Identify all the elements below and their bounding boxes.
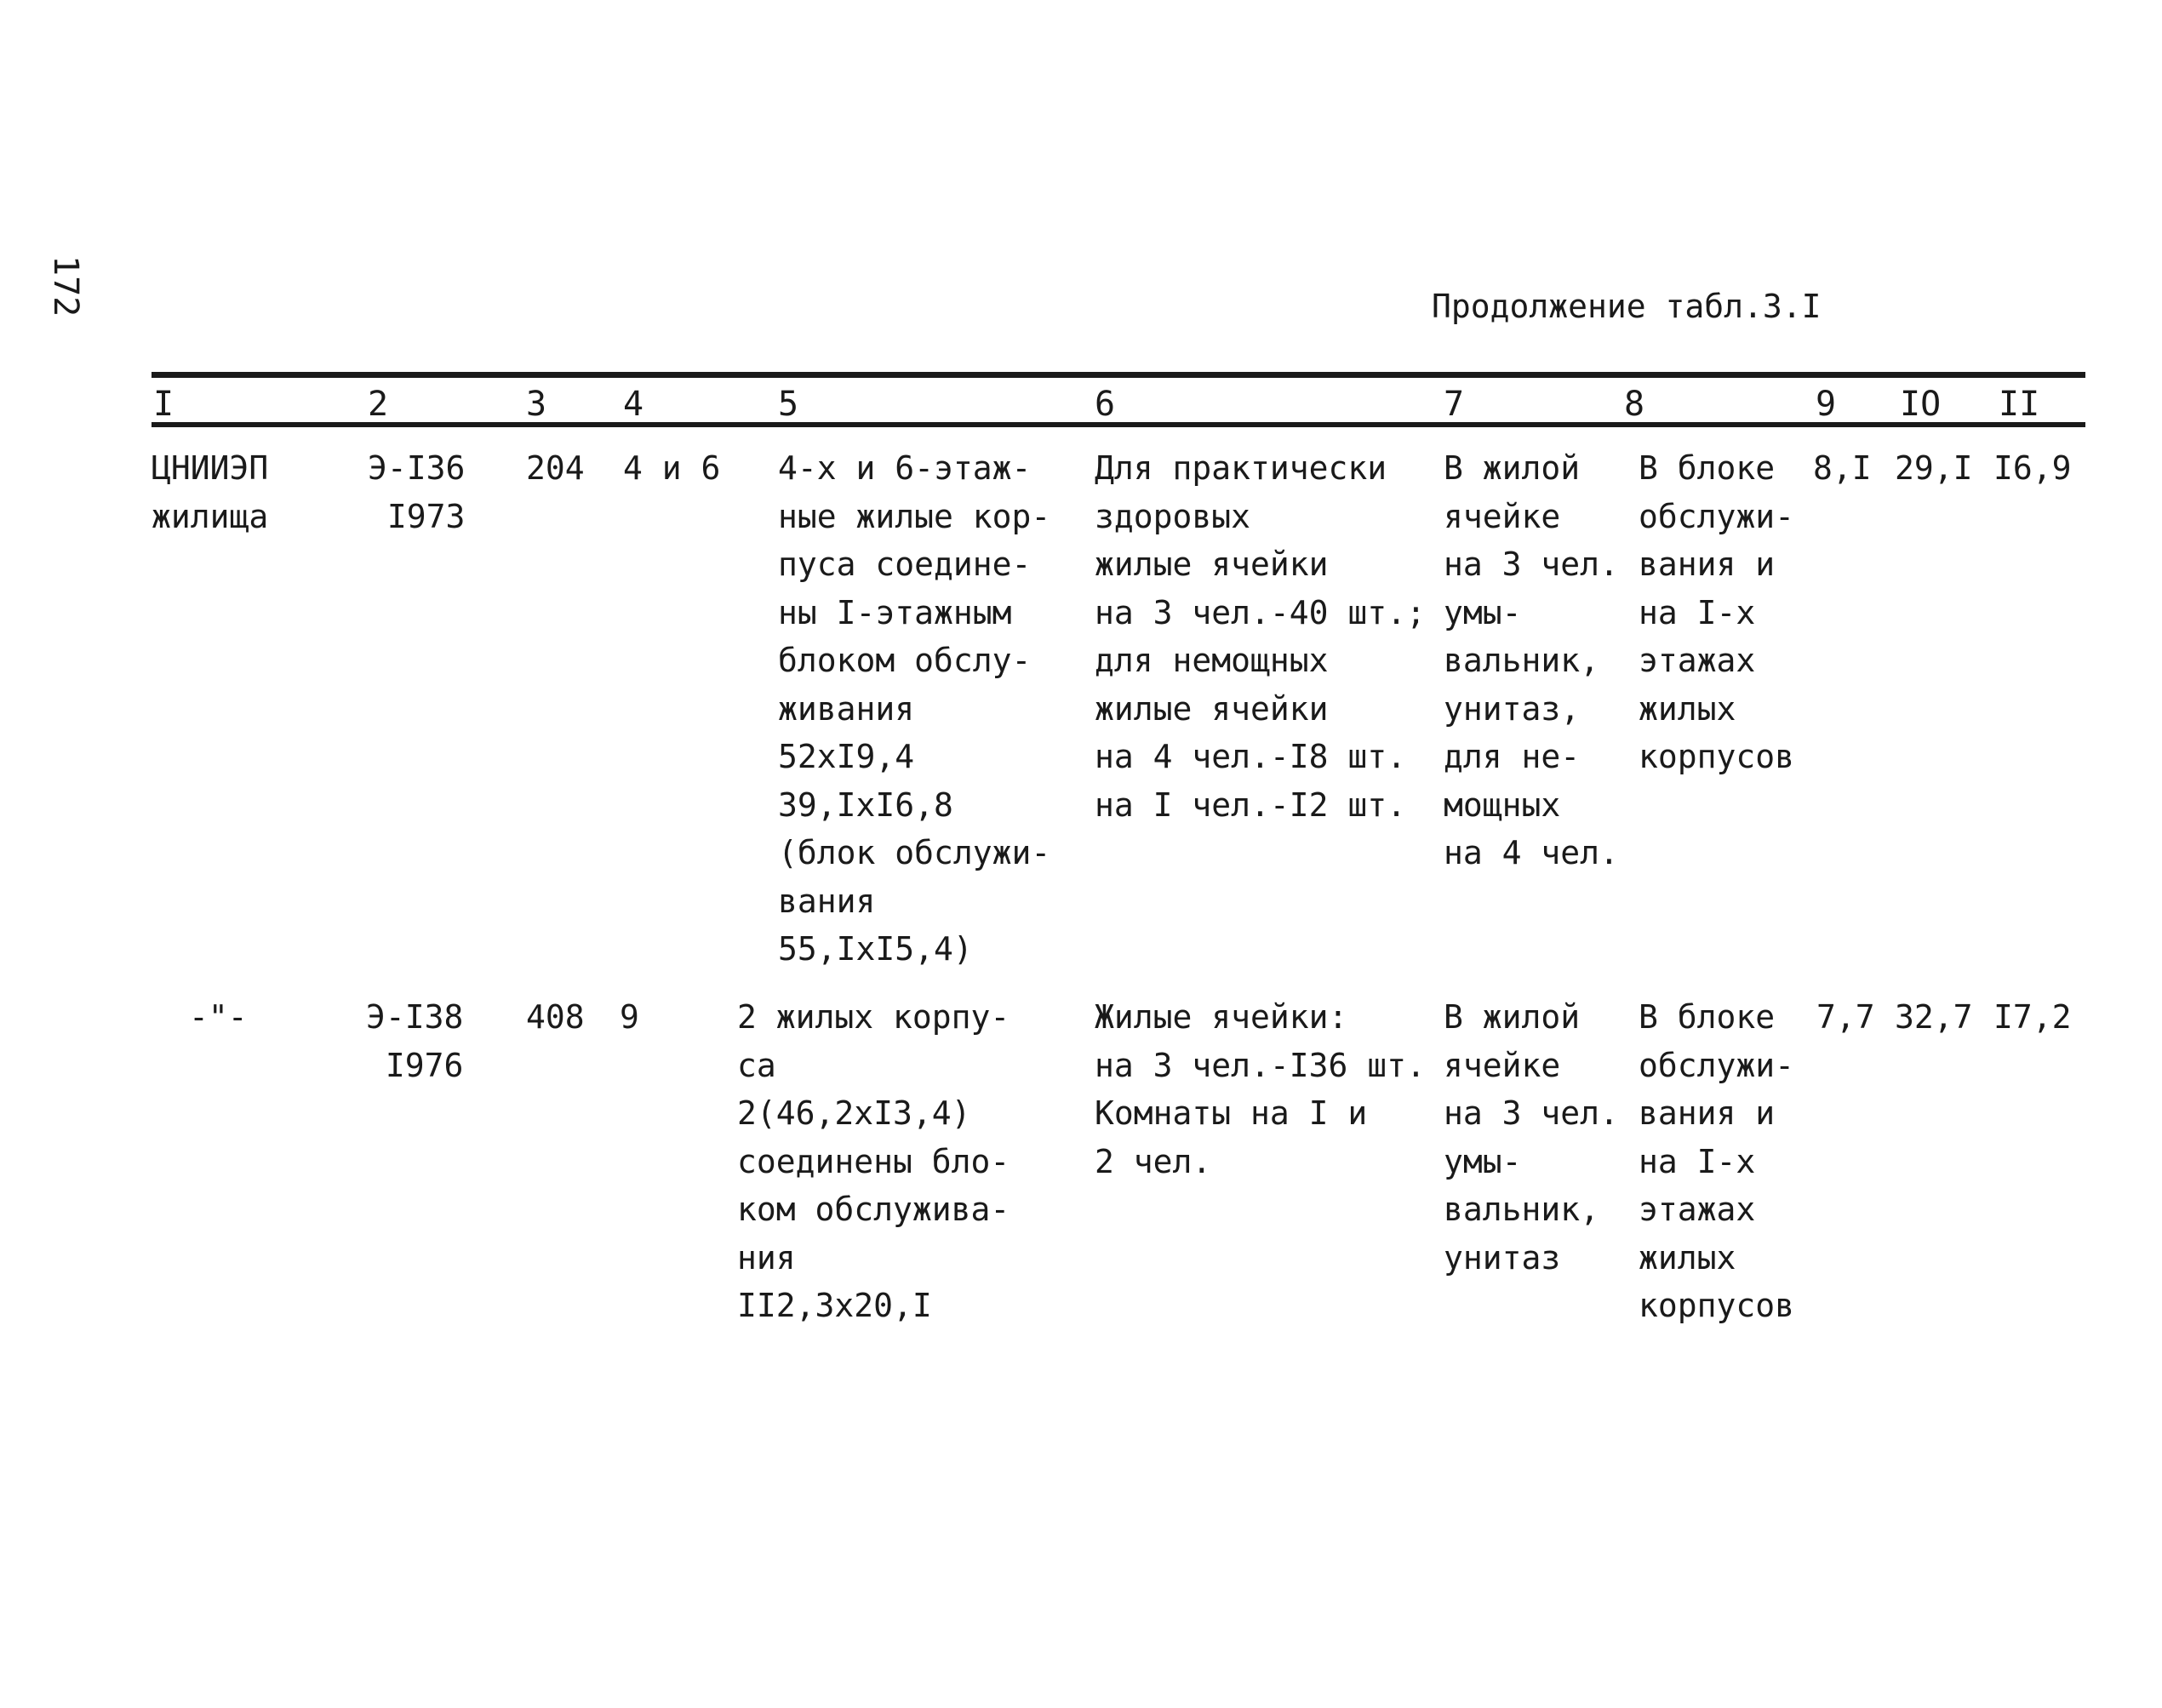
column-header: II	[1999, 385, 2040, 424]
cell-capacity: 204	[526, 449, 585, 487]
cell-residents: Для практически здоровых жилые ячейки на 3 чел.-40 шт.; для немощных жилые ячейки на 4 чел.-I8 шт. на I чел.-I2 шт.	[1095, 449, 1426, 824]
column-header: IO	[1900, 385, 1942, 424]
column-header: 6	[1095, 385, 1116, 424]
page-number: 172	[46, 255, 85, 317]
cell-services: В блоке обслужи- вания и на I-х этажах жилых корпусов	[1639, 449, 1795, 775]
column-header: I	[153, 385, 174, 424]
cell-value-11: I6,9	[1993, 449, 2072, 487]
cell-value-9: 7,7	[1816, 998, 1875, 1036]
column-header: 7	[1444, 385, 1465, 424]
cell-residents: Жилые ячейки: на 3 чел.-I36 шт. Комнаты на I и 2 чел.	[1095, 998, 1426, 1180]
column-header: 2	[368, 385, 389, 424]
cell-services: В блоке обслужи- вания и на I-х этажах жилых корпусов	[1639, 998, 1795, 1324]
table-top-rule	[152, 372, 2085, 378]
table-caption: Продолжение табл.3.I	[1432, 288, 1822, 325]
cell-project: Э-I36 I973	[368, 449, 466, 535]
cell-project: Э-I38 I976	[366, 998, 464, 1084]
cell-sanitary: В жилой ячейке на 3 чел. умы- вальник, унитаз	[1444, 998, 1619, 1277]
column-header: 4	[623, 385, 644, 424]
cell-composition: 2 жилых корпу- са 2(46,2xI3,4) соединены бло- ком обслужива- ния II2,3x20,I	[737, 998, 1010, 1324]
cell-value-10: 29,I	[1895, 449, 1973, 487]
cell-value-9: 8,I	[1813, 449, 1872, 487]
cell-organization: -"-	[189, 998, 248, 1036]
table-header-rule	[152, 422, 2085, 427]
cell-floors: 9	[620, 998, 639, 1036]
cell-value-10: 32,7	[1895, 998, 1973, 1036]
cell-organization: ЦНИИЭП жилища	[152, 449, 269, 535]
column-header: 5	[778, 385, 799, 424]
cell-value-11: I7,2	[1993, 998, 2072, 1036]
cell-sanitary: В жилой ячейке на 3 чел. умы- вальник, унитаз, для не- мощных на 4 чел.	[1444, 449, 1619, 871]
column-header: 3	[526, 385, 547, 424]
cell-composition: 4-х и 6-этаж- ные жилые кор- пуса соедине- ны I-этажным блоком обслу- живания 52xI9,4 39,IxI6,8 (блок обслужи- вания 55,IxI5,4)	[778, 449, 1051, 968]
cell-capacity: 408	[526, 998, 585, 1036]
column-header: 9	[1816, 385, 1837, 424]
cell-floors: 4 и 6	[623, 449, 721, 487]
column-header: 8	[1624, 385, 1645, 424]
